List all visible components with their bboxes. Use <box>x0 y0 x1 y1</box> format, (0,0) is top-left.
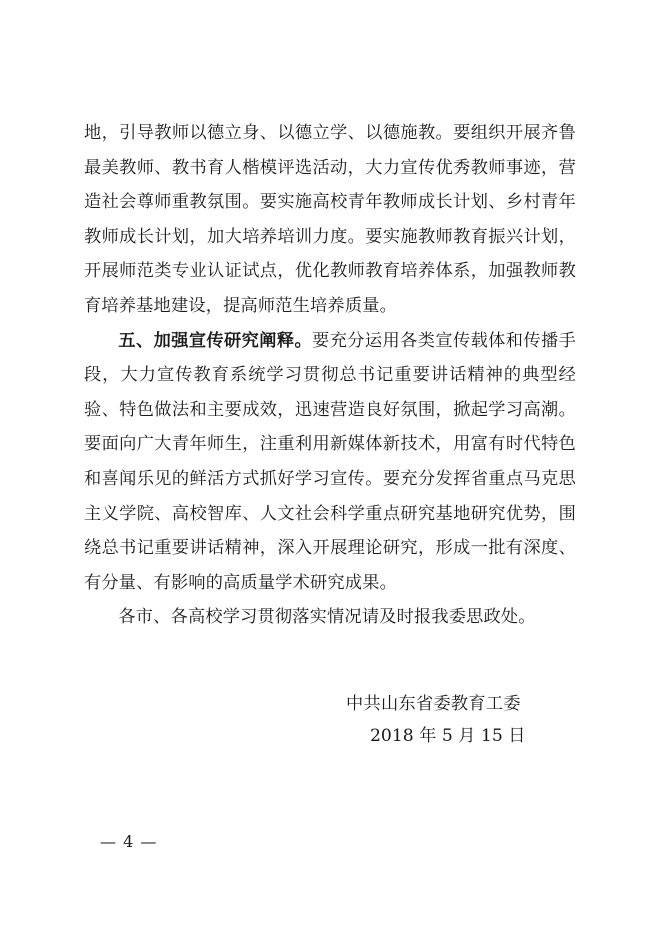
signature-block <box>340 688 540 752</box>
issuing-organization: 中共山东省委教育工委 <box>346 694 521 714</box>
closing-paragraph: 各市、各高校学习贯彻落实情况请及时报我委思政处。 <box>118 607 536 628</box>
issue-date: 2018 年 5 月 15 日 <box>370 726 526 746</box>
section-5-body: 要充分运用各类宣传载体和传播手段，大力宣传教育系统学习贯彻总书记重要讲话精神的典型经验、特色做法和主要成效，迅速营造良好氛围，掀起学习高潮。要面向广大青年师生，注重利用新媒体新技术，用富有时代特色和喜闻乐见的鲜活方式抓好学习宣传。要充分发挥省重点马克思主义学院、高校智库、人文社会科学重点研究基地研究优势，围绕总书记重要讲话精神，深入开展理论研究，形成一批有深度、有分量、有影响的高质量学术研究成果。 <box>84 330 576 593</box>
section-5-paragraph <box>84 324 576 601</box>
page-number: — 4 — <box>100 832 158 851</box>
section-5-heading: 五、加强宣传研究阐释。 <box>118 330 313 351</box>
paragraph-continuation: 地，引导教师以德立身、以德立学、以德施教。要组织开展齐鲁最美教师、教书育人楷模评选活动，大力宣传优秀教师事迹，营造社会尊师重教氛围。要实施高校青年教师成长计划、乡村青年教师成长计划，加大培养培训力度。要实施教师教育振兴计划，开展师范类专业认证试点，优化教师教育培养体系，加强教师教育培养基地建设，提高师范生培养质量。 <box>84 123 576 316</box>
document-body <box>84 116 576 635</box>
